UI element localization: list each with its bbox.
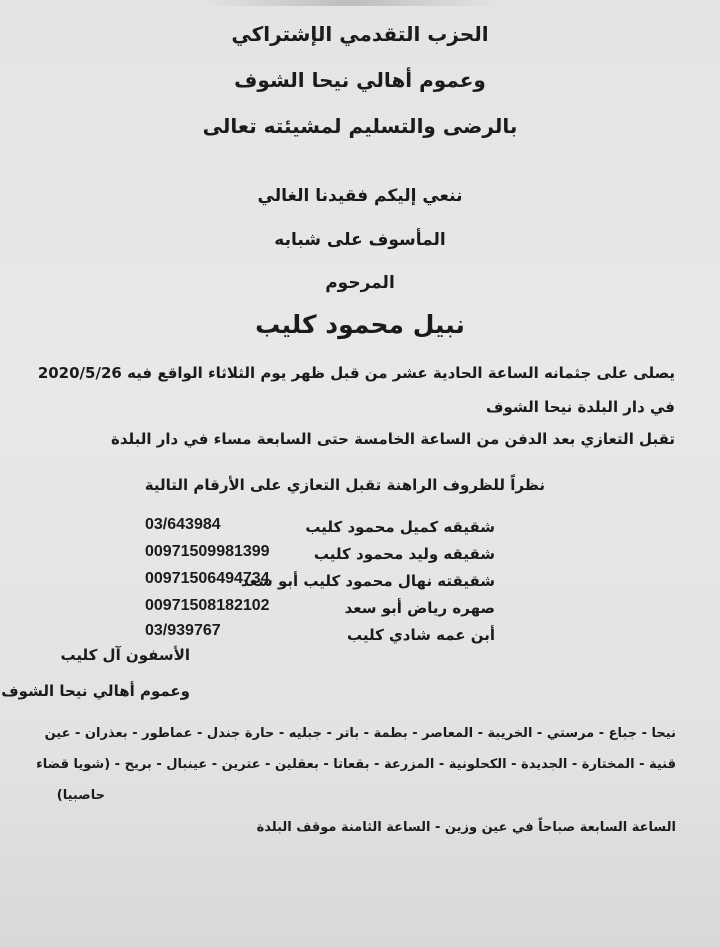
header-party: الحزب التقدمي الإشتراكي <box>231 22 489 46</box>
contact-phone: 03/939767 <box>145 622 221 639</box>
funeral-prayer-line: يصلى على جثمانه الساعة الحادية عشر من قبل ظهر يوم الثلاثاء الواقع فيه 2020/5/26 <box>37 364 675 382</box>
late-label: المرحوم <box>325 273 395 293</box>
town-signature: وعموم أهالي نيحا الشوف <box>1 682 190 700</box>
announce-line: ننعي إليكم فقيدنا الغالي <box>257 186 463 206</box>
phone-notice: نظراً للظروف الراهنة تقبل التعازي على الأرقام التالية <box>144 476 545 494</box>
contact-phone: 00971508182102 <box>145 597 270 614</box>
contact-name: شقيقه كميل محمود كليب <box>305 518 495 536</box>
deceased-name: نبيل محمود كليب <box>255 310 465 339</box>
condolence-hours: تقبل التعازي بعد الدفن من الساعة الخامسة حتى السابعة مساء في دار البلدة <box>110 430 675 448</box>
contact-name: شقيقته نهال محمود كليب أبو سعد <box>240 572 495 590</box>
contact-name: أبن عمه شادي كليب <box>346 626 495 644</box>
transport-schedule: الساعة السابعة صباحاً في عين وزين - الساعة الثامنة موقف البلدة <box>256 820 676 835</box>
contact-phone: 00971506494734 <box>145 570 270 587</box>
funeral-location: في دار البلدة نيحا الشوف <box>486 398 675 416</box>
villages-line-3: حاصبيا) <box>56 788 105 803</box>
regret-line: المأسوف على شبابه <box>274 230 446 250</box>
header-townspeople: وعموم أهالي نيحا الشوف <box>234 68 486 92</box>
contact-phone: 00971509981399 <box>145 543 270 560</box>
header-acceptance: بالرضى والتسليم لمشيئته تعالى <box>202 114 518 138</box>
top-edge-marks <box>200 0 500 6</box>
contact-name: شقيقه وليد محمود كليب <box>313 545 495 563</box>
contact-name: صهره رياض أبو سعد <box>344 599 495 617</box>
villages-line-1: نيحا - جباع - مرستي - الخريبة - المعاصر - بطمة - باتر - جبليه - حارة جندل - عماطور - بعذران - عين <box>44 726 676 741</box>
villages-line-2: قنية - المختارة - الجديدة - الكحلونية - المزرعة - بقعاتا - بعقلين - عترين - عينبال - بريح - (شويا قضاء <box>36 757 676 772</box>
family-signature: الأسفون آل كليب <box>60 646 190 664</box>
contact-phone: 03/643984 <box>145 516 221 533</box>
